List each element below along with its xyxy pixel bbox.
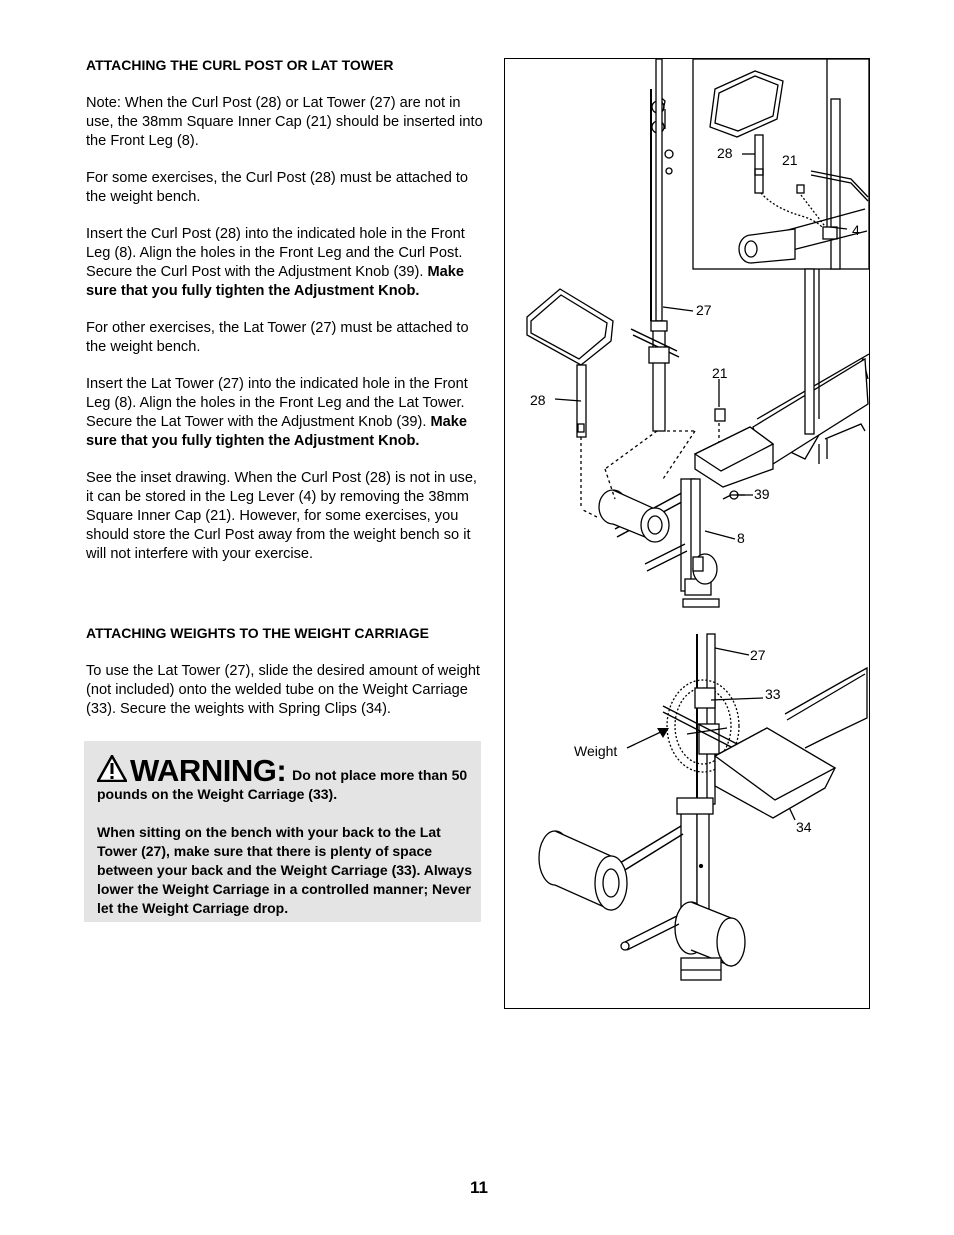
- figure-curl-post-assembly: [504, 58, 870, 630]
- callout-label: 27: [750, 647, 766, 663]
- note-paragraph: Note: When the Curl Post (28) or Lat Tower (27) are not in use, the 38mm Square Inner Cap (21) should be inserted into the Front Leg (8).: [86, 95, 483, 149]
- paragraph: [86, 375, 486, 451]
- callout-label: 8: [737, 530, 745, 546]
- callout-label: 33: [765, 686, 781, 702]
- section-weights: [86, 624, 486, 719]
- figure-weight-carriage: [504, 628, 870, 1009]
- paragraph-emphasis: Make sure that you fully tighten the Adjustment Knob.: [86, 414, 468, 449]
- warning-text-1: Do not place more than 50 pounds on the Weight Carriage (33).: [97, 767, 468, 802]
- warning-line-1: [97, 755, 472, 804]
- section-curl-post: [86, 56, 486, 564]
- paragraph: See the inset drawing. When the Curl Post (28) is not in use, it can be stored in the Leg Lever (4) by removing the 38mm Square Inner Cap (21). However, for some exercises, you should store the Curl Post away from the weight bench so it will not interfere with your exercise.: [86, 470, 477, 562]
- section-heading-weights: ATTACHING WEIGHTS TO THE WEIGHT CARRIAGE: [86, 625, 429, 641]
- callout-label: 21: [782, 152, 798, 168]
- warning-word: WARNING:: [130, 753, 287, 788]
- callout-label: 21: [712, 365, 728, 381]
- callout-label: 4: [852, 222, 860, 238]
- paragraph-text: Insert the Lat Tower (27) into the indicated hole in the Front Leg (8). Align the holes in the Front Leg and the Lat Tower. Secure the Lat Tower with the Adjustment Knob (39).: [86, 376, 468, 430]
- paragraph: [86, 225, 486, 301]
- paragraph-emphasis: Make sure that you fully tighten the Adjustment Knob.: [86, 264, 465, 299]
- callout-label: 39: [754, 486, 770, 502]
- warning-text-2: When sitting on the bench with your back to the Lat Tower (27), make sure that there is plenty of space between your back and the Weight Carriage (33). Always lower the Weight Carriage in a controlled manner; Never let the Weight Carriage drop.: [97, 824, 472, 916]
- callout-label: Weight: [574, 743, 618, 759]
- paragraph: For some exercises, the Curl Post (28) must be attached to the weight bench.: [86, 170, 469, 205]
- assembly-drawing: [505, 59, 869, 629]
- section-heading-curl-post: ATTACHING THE CURL POST OR LAT TOWER: [86, 57, 394, 73]
- paragraph-text: Insert the Curl Post (28) into the indicated hole in the Front Leg (8). Align the holes in the Front Leg and the Curl Post. Secure the Curl Post with the Adjustment Knob (39).: [86, 226, 465, 280]
- paragraph: To use the Lat Tower (27), slide the desired amount of weight (not included) onto the welded tube on the Weight Carriage (33). Secure the weights with Spring Clips (34).: [86, 663, 480, 717]
- callout-label: 27: [696, 302, 712, 318]
- warning-box: [84, 741, 481, 922]
- paragraph: For other exercises, the Lat Tower (27) must be attached to the weight bench.: [86, 320, 469, 355]
- callout-label: 34: [796, 819, 812, 835]
- warning-triangle-icon: [97, 755, 127, 782]
- weight-carriage-drawing: [505, 628, 869, 1008]
- page-number: 11: [470, 1178, 488, 1197]
- callout-label: 28: [530, 392, 546, 408]
- callout-label: 28: [717, 145, 733, 161]
